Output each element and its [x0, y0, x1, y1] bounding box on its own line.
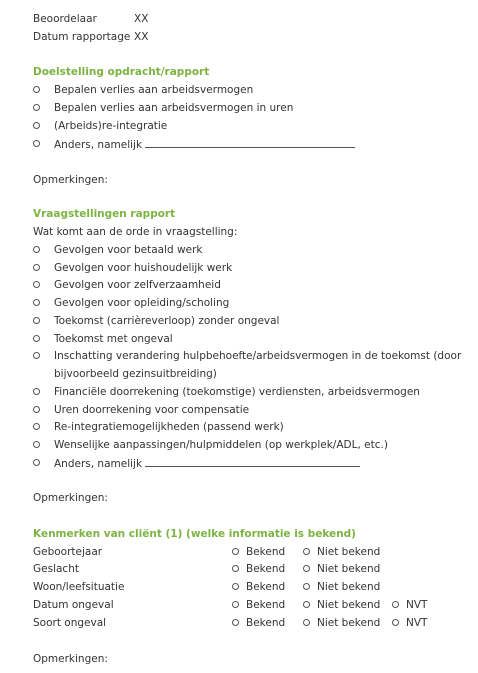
question-option[interactable]: Gevolgen voor opleiding/scholing — [32, 296, 229, 310]
not-applicable-option[interactable]: NVT — [392, 598, 427, 612]
question-option[interactable]: Uren doorrekening voor compensatie — [32, 403, 249, 417]
radio-icon[interactable] — [33, 122, 40, 129]
radio-icon[interactable] — [33, 441, 40, 448]
radio-icon[interactable] — [33, 317, 40, 324]
radio-icon[interactable] — [33, 299, 40, 306]
client-field-label: Woon/leefsituatie — [33, 581, 125, 593]
objective-option[interactable]: Bepalen verlies aan arbeidsvermogen — [32, 83, 253, 97]
client-field-label: Geslacht — [33, 563, 79, 575]
question-option[interactable]: Gevolgen voor betaald werk — [32, 243, 202, 257]
radio-icon[interactable] — [303, 565, 310, 572]
radio-icon[interactable] — [33, 264, 40, 271]
assessor-label: Beoordelaar — [33, 13, 97, 25]
radio-icon[interactable] — [303, 601, 310, 608]
section-heading-client: Kenmerken van cliënt (1) (welke informatie is bekend) — [33, 528, 356, 540]
remarks-label: Opmerkingen: — [33, 653, 108, 665]
client-field-label: Datum ongeval — [33, 599, 114, 611]
known-option[interactable]: Bekend — [232, 616, 285, 630]
radio-icon[interactable] — [392, 619, 399, 626]
radio-icon[interactable] — [33, 388, 40, 395]
radio-icon[interactable] — [33, 104, 40, 111]
unknown-option[interactable]: Niet bekend — [303, 580, 380, 594]
objective-option-other[interactable]: Anders, namelijk — [32, 137, 355, 152]
radio-icon[interactable] — [232, 565, 239, 572]
questions-intro: Wat komt aan de orde in vraagstelling: — [33, 226, 238, 238]
known-option[interactable]: Bekend — [232, 598, 285, 612]
objective-option[interactable]: (Arbeids)re-integratie — [32, 119, 167, 133]
objective-option[interactable]: Bepalen verlies aan arbeidsvermogen in uren — [32, 101, 293, 115]
unknown-option[interactable]: Niet bekend — [303, 562, 380, 576]
unknown-option[interactable]: Niet bekend — [303, 616, 380, 630]
unknown-option[interactable]: Niet bekend — [303, 598, 380, 612]
client-field-label: Geboortejaar — [33, 546, 103, 558]
known-option[interactable]: Bekend — [232, 562, 285, 576]
radio-icon[interactable] — [33, 140, 40, 147]
radio-icon[interactable] — [232, 583, 239, 590]
radio-icon[interactable] — [303, 619, 310, 626]
question-option-continuation: bijvoorbeeld gezinsuitbreiding) — [54, 368, 217, 380]
question-option[interactable]: Toekomst met ongeval — [32, 332, 173, 346]
assessor-value: XX — [134, 13, 149, 25]
question-option[interactable]: Gevolgen voor huishoudelijk werk — [32, 261, 232, 275]
radio-icon[interactable] — [232, 619, 239, 626]
radio-icon[interactable] — [303, 583, 310, 590]
radio-icon[interactable] — [33, 406, 40, 413]
question-option[interactable]: Toekomst (carrièreverloop) zonder ongeval — [32, 314, 279, 328]
radio-icon[interactable] — [232, 548, 239, 555]
section-heading-questions: Vraagstellingen rapport — [33, 208, 176, 220]
question-option[interactable]: Gevolgen voor zelfverzaamheid — [32, 278, 221, 292]
section-heading-objective: Doelstelling opdracht/rapport — [33, 66, 210, 78]
question-option[interactable]: Wenselijke aanpassingen/hulpmiddelen (op werkplek/ADL, etc.) — [32, 438, 388, 452]
radio-icon[interactable] — [33, 281, 40, 288]
report-date-label: Datum rapportage — [33, 31, 131, 43]
known-option[interactable]: Bekend — [232, 580, 285, 594]
unknown-option[interactable]: Niet bekend — [303, 545, 380, 559]
radio-icon[interactable] — [33, 423, 40, 430]
known-option[interactable]: Bekend — [232, 545, 285, 559]
radio-icon[interactable] — [303, 548, 310, 555]
question-option[interactable]: Re-integratiemogelijkheden (passend werk) — [32, 420, 284, 434]
radio-icon[interactable] — [232, 601, 239, 608]
remarks-label: Opmerkingen: — [33, 492, 108, 504]
question-option[interactable]: Inschatting verandering hulpbehoefte/arbeidsvermogen in de toekomst (door — [32, 349, 461, 363]
question-option[interactable]: Financiële doorrekening (toekomstige) verdiensten, arbeidsvermogen — [32, 385, 420, 399]
radio-icon[interactable] — [33, 459, 40, 466]
radio-icon[interactable] — [392, 601, 399, 608]
other-fill-line[interactable] — [145, 456, 360, 467]
client-field-label: Soort ongeval — [33, 617, 107, 629]
radio-icon[interactable] — [33, 86, 40, 93]
radio-icon[interactable] — [33, 335, 40, 342]
remarks-label: Opmerkingen: — [33, 174, 108, 186]
not-applicable-option[interactable]: NVT — [392, 616, 427, 630]
radio-icon[interactable] — [33, 246, 40, 253]
question-option-other[interactable]: Anders, namelijk — [32, 456, 360, 471]
radio-icon[interactable] — [33, 352, 40, 359]
other-fill-line[interactable] — [145, 137, 355, 148]
report-date-value: XX — [134, 31, 149, 43]
